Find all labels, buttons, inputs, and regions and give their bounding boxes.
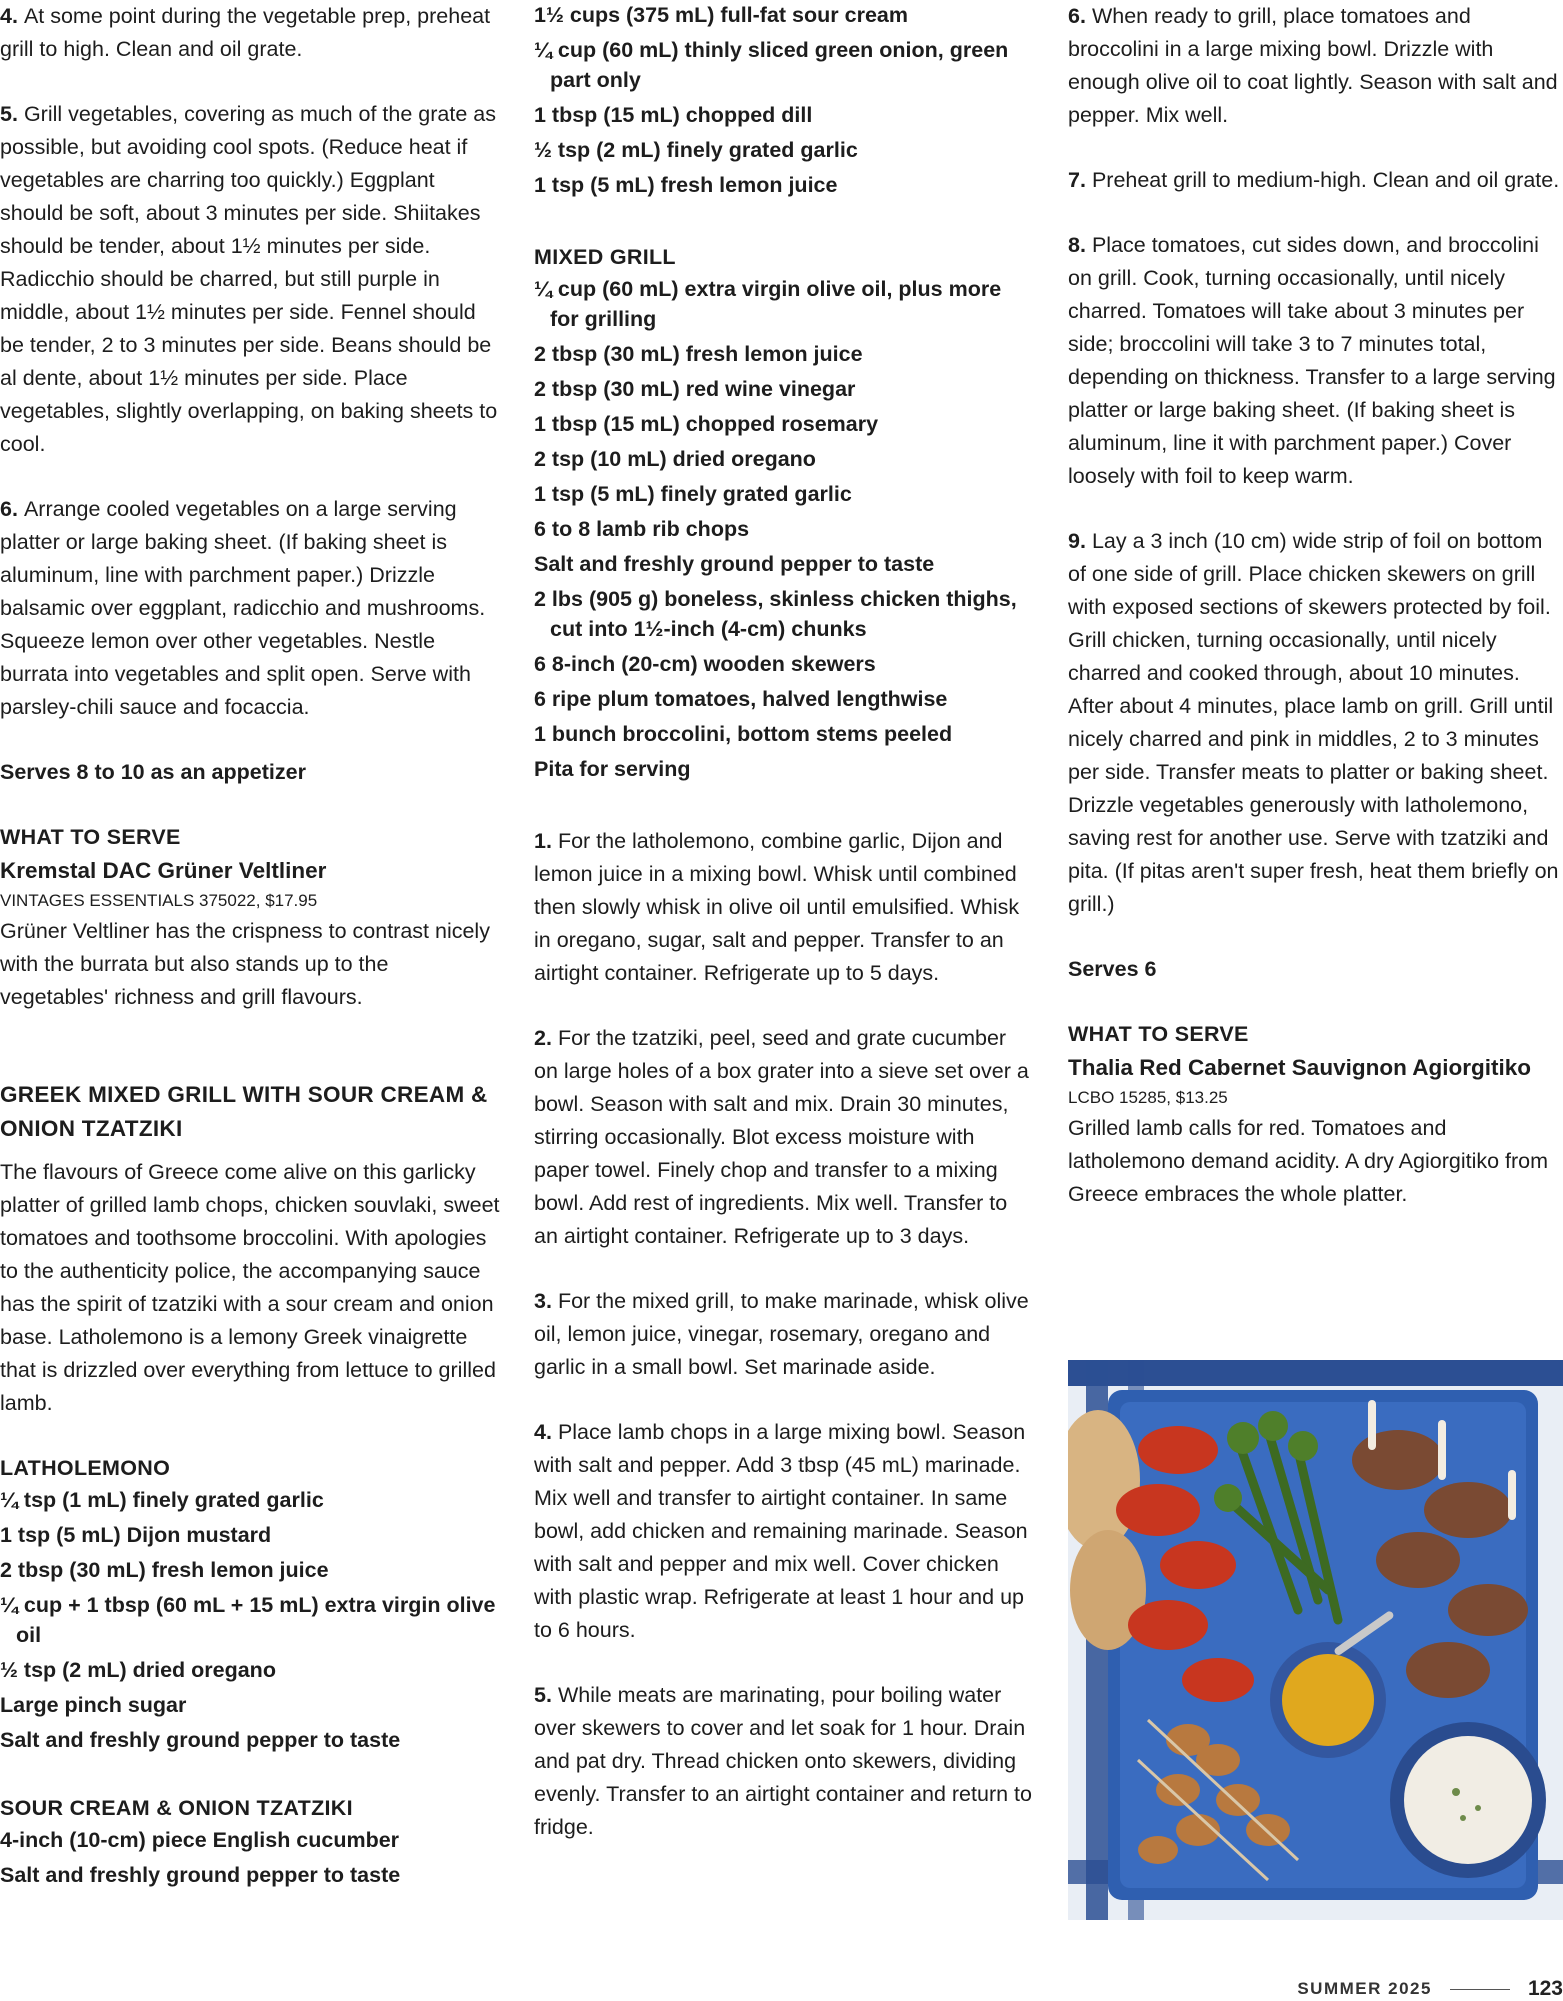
- step-number: 8.: [1068, 233, 1086, 257]
- step-text: At some point during the vegetable prep, preheat grill to high. Clean and oil grate.: [0, 4, 491, 61]
- wine-note: Grüner Veltliner has the crispness to contrast nicely with the burrata but also stands up to the vegetables' richness and grill flavours.: [0, 919, 490, 1009]
- ingredient: Salt and freshly ground pepper to taste: [0, 1863, 401, 1887]
- ingredient: ¼ tsp (1 mL) finely grated garlic: [0, 1488, 324, 1512]
- issue-label: SUMMER 2025: [1297, 1979, 1432, 1998]
- step-6b: [1068, 0, 1563, 132]
- wine-note: Grilled lamb calls for red. Tomatoes and latholemono demand acidity. A dry Agiorgitiko from Greece embraces the whole platter.: [1068, 1116, 1549, 1206]
- step-number: 4.: [534, 1420, 552, 1444]
- step-text: Place lamb chops in a large mixing bowl. Season with salt and pepper. Add 3 tbsp (45 mL) marinade. Mix well and transfer to airtight container. In same bowl, add chicken and remaining marinade. Season with salt and pepper and mix well. Cover chicken with plastic wrap. Refrigerate at least 1 hour and up to 6 hours.: [534, 1420, 1028, 1642]
- step-number: 9.: [1068, 529, 1086, 553]
- ingredient: ¼ cup (60 mL) extra virgin olive oil, plus more for grilling: [534, 277, 1002, 331]
- step-4: [0, 0, 500, 66]
- ingredient: 2 tsp (10 mL) dried oregano: [534, 447, 816, 471]
- recipe-intro: The flavours of Greece come alive on this garlicky platter of grilled lamb chops, chicken souvlaki, sweet tomatoes and toothsome broccolini. With apologies to the authenticity police, the accompanying sauce has the spirit of tzatziki with a sour cream and onion base. Latholemono is a lemony Greek vinaigrette that is drizzled over everything from lettuce to grilled lamb.: [0, 1160, 500, 1415]
- serves: Serves 6: [1068, 957, 1157, 981]
- what-to-serve-heading: WHAT TO SERVE: [0, 825, 181, 849]
- ingredient: 6 ripe plum tomatoes, halved lengthwise: [534, 687, 948, 711]
- step-number: 6.: [1068, 4, 1086, 28]
- recipe-title: GREEK MIXED GRILL WITH SOUR CREAM & ONION TZATZIKI: [0, 1082, 488, 1141]
- ingredient: 1½ cups (375 mL) full-fat sour cream: [534, 3, 908, 27]
- what-to-serve-heading: WHAT TO SERVE: [1068, 1022, 1249, 1046]
- ingredient: ¼ cup (60 mL) thinly sliced green onion, green part only: [534, 38, 1009, 92]
- platter-illustration: [1068, 1360, 1563, 1920]
- step-7: [1068, 164, 1563, 197]
- step-text: Arrange cooled vegetables on a large serving platter or large baking sheet. (If baking sheet is aluminum, line with parchment paper.) Drizzle balsamic over eggplant, radicchio and mushrooms. Squeeze lemon over other vegetables. Nestle burrata into vegetables and split open. Serve with parsley-chili sauce and focaccia.: [0, 497, 486, 719]
- tzatziki-ingredients-cont: [534, 0, 1034, 200]
- ingredient: 1 tbsp (15 mL) chopped rosemary: [534, 412, 879, 436]
- step-number: 4.: [0, 4, 18, 28]
- latholemono-ingredients: [0, 1485, 500, 1755]
- step-8: [1068, 229, 1563, 493]
- step-4b: [534, 1416, 1034, 1647]
- step-number: 3.: [534, 1289, 552, 1313]
- ingredient: 1 tbsp (15 mL) chopped dill: [534, 103, 813, 127]
- step-text: Grill vegetables, covering as much of the grate as possible, but avoiding cool spots. (Reduce heat if vegetables are charring too quickly.) Eggplant should be soft, about 3 minutes per side. Shiitakes should be tender, about 1½ minutes per side. Radicchio should be charred, but still purple in middle, about 1½ minutes per side. Fennel should be tender, 2 to 3 minutes per side. Beans should be al dente, about 1½ minutes per side. Place vegetables, slightly overlapping, on baking sheets to cool.: [0, 102, 498, 456]
- step-5: [0, 98, 500, 461]
- step-1: [534, 825, 1034, 990]
- ingredient: 6 to 8 lamb rib chops: [534, 517, 750, 541]
- step-6: [0, 493, 500, 724]
- latholemono-heading: LATHOLEMONO: [0, 1456, 171, 1480]
- step-number: 5.: [0, 102, 18, 126]
- step-3: [534, 1285, 1034, 1384]
- mixed-grill-ingredients: [534, 274, 1034, 784]
- ingredient: 1 tsp (5 mL) finely grated garlic: [534, 482, 852, 506]
- step-number: 2.: [534, 1026, 552, 1050]
- column-middle: [534, 0, 1034, 1876]
- ingredient: 1 bunch broccolini, bottom stems peeled: [534, 722, 953, 746]
- step-text: While meats are marinating, pour boiling water over skewers to cover and let soak for 1 hour. Drain and pat dry. Thread chicken onto skewers, dividing evenly. Transfer to an airtight container and return to fridge.: [534, 1683, 1032, 1839]
- ingredient: 6 8-inch (20-cm) wooden skewers: [534, 652, 876, 676]
- ingredient: 4-inch (10-cm) piece English cucumber: [0, 1828, 400, 1852]
- ingredient: ¼ cup + 1 tbsp (60 mL + 15 mL) extra virgin olive oil: [0, 1593, 496, 1647]
- step-text: For the latholemono, combine garlic, Dijon and lemon juice in a mixing bowl. Whisk until combined then slowly whisk in olive oil until emulsified. Whisk in oregano, sugar, salt and pepper. Transfer to an airtight container. Refrigerate up to 5 days.: [534, 829, 1020, 985]
- ingredient: 2 lbs (905 g) boneless, skinless chicken thighs, cut into 1½-inch (4-cm) chunks: [534, 587, 1017, 641]
- step-2: [534, 1022, 1034, 1253]
- column-right: [1068, 0, 1563, 1211]
- tzatziki-heading: SOUR CREAM & ONION TZATZIKI: [0, 1796, 353, 1820]
- footer-divider: [1450, 1989, 1510, 1990]
- mixed-grill-photo: [1068, 1360, 1563, 1920]
- ingredient: Large pinch sugar: [0, 1693, 187, 1717]
- ingredient: 2 tbsp (30 mL) fresh lemon juice: [0, 1558, 329, 1582]
- page-number: 123: [1527, 1977, 1563, 2000]
- step-text: Preheat grill to medium-high. Clean and oil grate.: [1091, 168, 1560, 192]
- ingredient: 1 tsp (5 mL) fresh lemon juice: [534, 173, 838, 197]
- ingredient: Salt and freshly ground pepper to taste: [0, 1728, 401, 1752]
- step-text: When ready to grill, place tomatoes and broccolini in a large mixing bowl. Drizzle with enough olive oil to coat lightly. Season with salt and pepper. Mix well.: [1068, 4, 1558, 127]
- step-text: Lay a 3 inch (10 cm) wide strip of foil on bottom of one side of grill. Place chicken skewers on grill with exposed sections of skewers protected by foil. Grill chicken, turning occasionally, until nicely charred and cooked through, about 10 minutes. After about 4 minutes, place lamb on grill. Grill until nicely charred and pink in middles, 2 to 3 minutes per side. Transfer meats to platter or baking sheet. Drizzle vegetables generously with latholemono, saving rest for another use. Serve with tzatziki and pita. (If pitas aren't super fresh, heat them briefly on grill.): [1068, 529, 1559, 916]
- step-number: 7.: [1068, 168, 1086, 192]
- mixed-grill-heading: MIXED GRILL: [534, 245, 676, 269]
- ingredient: 2 tbsp (30 mL) fresh lemon juice: [534, 342, 863, 366]
- step-text: For the mixed grill, to make marinade, whisk olive oil, lemon juice, vinegar, rosemary, oregano and garlic in a small bowl. Set marinade aside.: [534, 1289, 1029, 1379]
- step-text: For the tzatziki, peel, seed and grate cucumber on large holes of a box grater into a sieve set over a bowl. Season with salt and mix. Drain 30 minutes, stirring occasionally. Blot excess moisture with paper towel. Finely chop and transfer to a mixing bowl. Add rest of ingredients. Mix well. Transfer to an airtight container. Refrigerate up to 3 days.: [534, 1026, 1029, 1248]
- page-footer: [1297, 1978, 1563, 2000]
- step-number: 5.: [534, 1683, 552, 1707]
- column-left: [0, 0, 500, 1895]
- ingredient: ½ tsp (2 mL) dried oregano: [0, 1658, 276, 1682]
- step-5b: [534, 1679, 1034, 1844]
- wine-code: VINTAGES ESSENTIALS 375022, $17.95: [0, 891, 318, 910]
- ingredient: 2 tbsp (30 mL) red wine vinegar: [534, 377, 856, 401]
- wine-name: Kremstal DAC Grüner Veltliner: [0, 858, 327, 883]
- ingredient: ½ tsp (2 mL) finely grated garlic: [534, 138, 858, 162]
- step-text: Place tomatoes, cut sides down, and broccolini on grill. Cook, turning occasionally, until nicely charred. Tomatoes will take about 3 minutes per side; broccolini will take 3 to 7 minutes total, depending on thickness. Transfer to a large serving platter or large baking sheet. (If baking sheet is aluminum, line it with parchment paper.) Cover loosely with foil to keep warm.: [1068, 233, 1556, 488]
- tzatziki-ingredients: [0, 1825, 500, 1890]
- step-number: 6.: [0, 497, 18, 521]
- ingredient: Salt and freshly ground pepper to taste: [534, 552, 935, 576]
- serves: Serves 8 to 10 as an appetizer: [0, 760, 306, 784]
- step-number: 1.: [534, 829, 552, 853]
- wine-name: Thalia Red Cabernet Sauvignon Agiorgitiko: [1068, 1055, 1531, 1080]
- wine-code: LCBO 15285, $13.25: [1068, 1088, 1228, 1107]
- step-9: [1068, 525, 1563, 921]
- ingredient: Pita for serving: [534, 757, 691, 781]
- ingredient: 1 tsp (5 mL) Dijon mustard: [0, 1523, 272, 1547]
